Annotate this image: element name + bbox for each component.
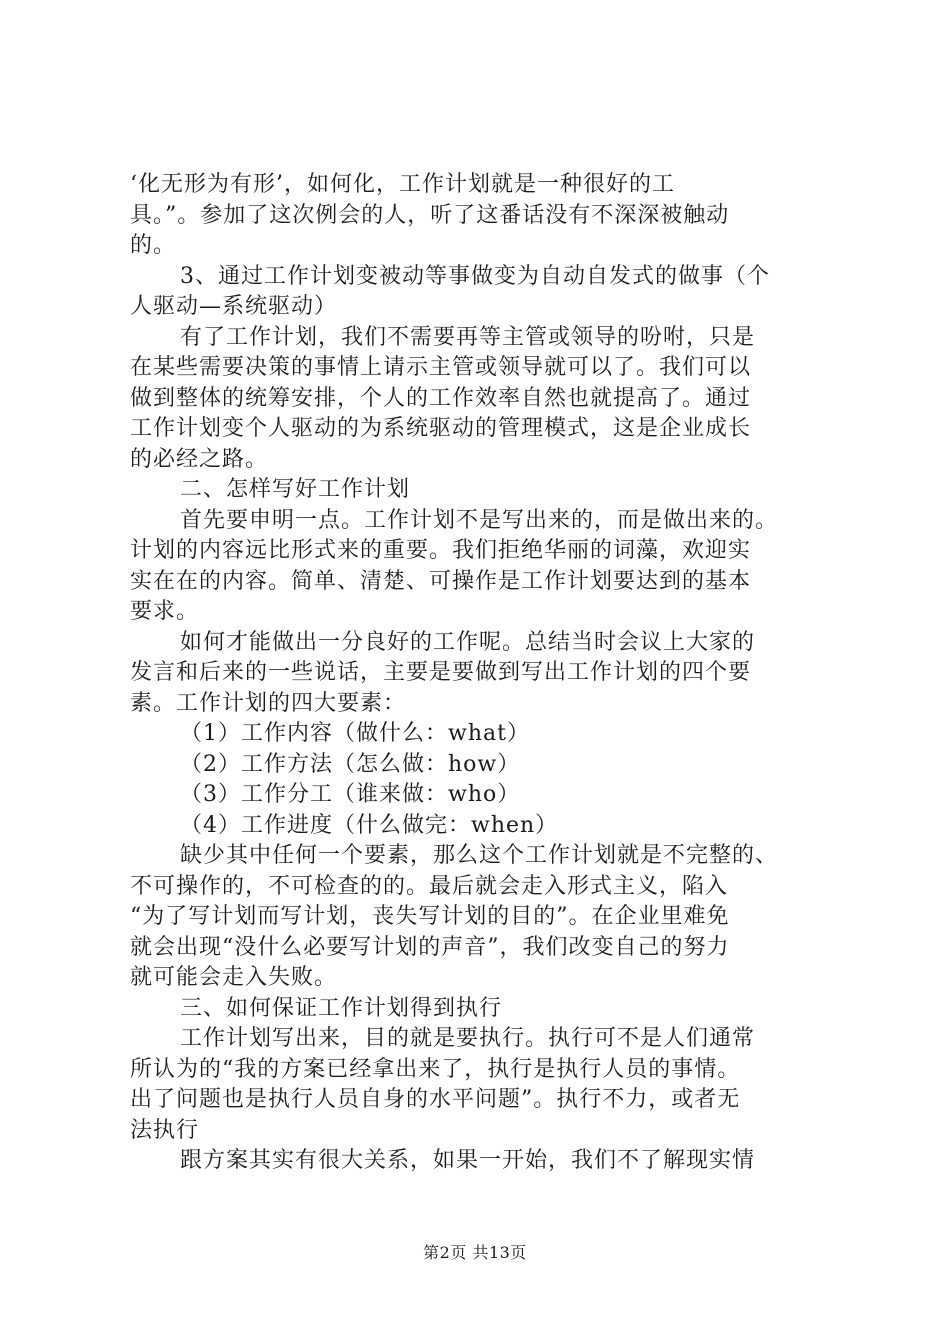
page-number-footer: 第2页 共13页 xyxy=(423,1243,527,1262)
text-line: 跟方案其实有很大关系，如果一开始，我们不了解现实情 xyxy=(180,1148,756,1173)
text-line: 不可操作的，不可检查的的。最后就会走入形式主义，陷入 xyxy=(130,873,729,899)
text-line: 出了问题也是执行人员自身的水平问题”。执行不力，或者无 xyxy=(130,1087,741,1112)
list-item: （4）工作进度（什么做完：when） xyxy=(180,812,559,838)
text-line: 工作计划变个人驱动的为系统驱动的管理模式，这是企业成长 xyxy=(130,416,752,441)
list-item: （2）工作方法（怎么做：how） xyxy=(180,751,521,777)
text-line: 素。工作计划的四大要素： xyxy=(130,690,407,716)
text-line: 计划的内容远比形式来的重要。我们拒绝华丽的词藻，欢迎实 xyxy=(130,538,752,563)
text-line: 的必经之路。 xyxy=(130,446,269,472)
text-line: 就可能会走入失败。 xyxy=(130,965,338,990)
text-line: 做到整体的统筹安排，个人的工作效率自然也就提高了。通过 xyxy=(130,385,752,411)
text-line: “为了写计划而写计划，丧失写计划的目的”。在企业里难免 xyxy=(130,904,730,929)
text-line: 3、通过工作计划变被动等事做变为自动自发式的做事（个 xyxy=(180,263,770,289)
text-line: 首先要申明一点。工作计划不是写出来的，而是做出来的。 xyxy=(180,507,779,533)
text-line: 就会出现“没什么必要写计划的声音”，我们改变自己的努力 xyxy=(130,934,730,960)
section-heading: 三、如何保证工作计划得到执行 xyxy=(180,995,503,1021)
text-line: 实在在的内容。简单、清楚、可操作是工作计划要达到的基本 xyxy=(130,568,752,594)
section-heading: 二、怎样写好工作计划 xyxy=(180,477,411,502)
text-line: 具。”。参加了这次例会的人，听了这番话没有不深深被触动 xyxy=(130,202,730,228)
list-item: （1）工作内容（做什么：what） xyxy=(180,721,530,746)
document-body xyxy=(130,170,830,1177)
text-line: 缺少其中任何一个要素，那么这个工作计划就是不完整的、 xyxy=(180,843,779,868)
text-line: 在某些需要决策的事情上请示主管或领导就可以了。我们可以 xyxy=(130,355,752,380)
text-line: 有了工作计划，我们不需要再等主管或领导的吩咐，只是 xyxy=(180,324,756,350)
text-line: 所认为的“我的方案已经拿出来了，执行是执行人员的事情。 xyxy=(130,1056,741,1082)
text-line: 如何才能做出一分良好的工作呢。总结当时会议上大家的 xyxy=(180,629,756,655)
text-line: 法执行 xyxy=(130,1117,200,1143)
text-line: 工作计划写出来，目的就是要执行。执行可不是人们通常 xyxy=(180,1026,756,1051)
text-line: 的。 xyxy=(130,233,177,258)
list-item: （3）工作分工（谁来做：who） xyxy=(180,782,521,807)
text-line: 人驱动—系统驱动） xyxy=(130,294,338,319)
text-line: ‘化无形为有形’，如何化，工作计划就是一种很好的工 xyxy=(130,172,675,197)
text-line: 要求。 xyxy=(130,599,200,624)
text-line: 发言和后来的一些说话，主要是要做到写出工作计划的四个要 xyxy=(130,660,752,685)
